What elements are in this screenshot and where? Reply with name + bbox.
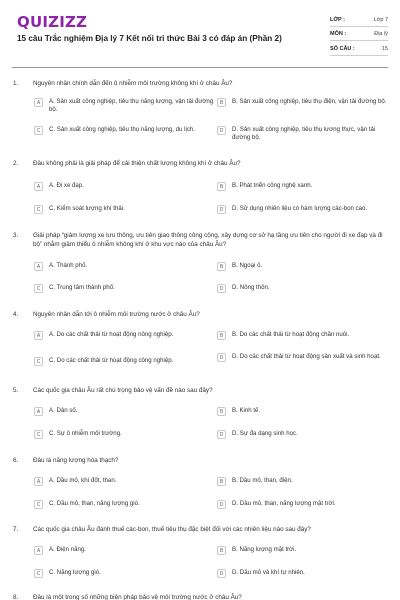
option-text: C. Năng lượng gió. <box>49 569 101 576</box>
option-text: C. Sản xuất công nghiệp, tiêu thụ năng lượng, du lịch. <box>49 126 195 133</box>
answer-option[interactable] <box>217 569 389 578</box>
option-letter-badge: C <box>34 569 43 578</box>
answer-option[interactable] <box>217 182 389 191</box>
option-text: C. Dầu mỏ, than, năng lượng gió. <box>49 500 140 507</box>
answer-option[interactable] <box>34 126 214 135</box>
option-letter-badge: A <box>34 331 43 340</box>
question-number: 1. <box>13 80 19 87</box>
option-text: C. Sự ô nhiễm môi trường. <box>49 430 122 437</box>
meta-value: Lớp 7 <box>373 16 388 23</box>
answer-option[interactable] <box>217 262 389 271</box>
option-text: B. Do các chất thải từ hoạt động chăn nuôi. <box>232 331 350 338</box>
option-text: B. Phát triển công nghệ xanh. <box>232 182 313 189</box>
option-text: D. Sử dụng nhiên liệu có hàm lượng các-bon cao. <box>232 205 368 212</box>
worksheet-title: 15 câu Trắc nghiệm Địa lý 7 Kết nối tri thức Bài 3 có đáp án (Phần 2) <box>17 34 282 43</box>
option-letter-badge: A <box>34 546 43 555</box>
answer-option[interactable] <box>34 284 214 293</box>
answer-option[interactable] <box>217 430 389 439</box>
option-letter-badge: A <box>34 182 43 191</box>
option-text: B. Ngoại ô. <box>232 262 263 269</box>
option-letter-badge: C <box>34 205 43 214</box>
meta-key: LỚP : <box>330 16 345 23</box>
answer-option[interactable] <box>34 182 214 191</box>
option-letter-badge: A <box>34 477 43 486</box>
answer-option[interactable] <box>34 477 214 486</box>
meta-value: 15 <box>381 45 388 52</box>
question-number: 3. <box>13 232 19 239</box>
meta-value: Địa lý <box>374 31 388 38</box>
quizizz-logo: QUIZIZZ <box>17 13 88 31</box>
option-letter-badge: C <box>34 126 43 135</box>
question-number: 2. <box>13 160 19 167</box>
answer-option[interactable] <box>217 546 389 555</box>
option-text: A. Đi xe đạp. <box>49 182 84 189</box>
option-text: C. Kiểm soát lượng khí thải. <box>49 205 125 212</box>
option-letter-badge: D <box>217 353 226 362</box>
option-letter-badge: B <box>217 477 226 486</box>
option-letter-badge: D <box>217 284 226 293</box>
option-text: D. Dầu mỏ, than, năng lượng mặt trời. <box>232 500 336 507</box>
option-letter-badge: C <box>34 500 43 509</box>
option-letter-badge: B <box>217 262 226 271</box>
option-letter-badge: D <box>217 205 226 214</box>
option-text: A. Do các chất thải từ hoạt động nông nghiệp. <box>49 331 174 338</box>
option-text: B. Dầu mỏ, than, điện. <box>232 477 293 484</box>
question-text: Giải pháp “giảm lượng xe lưu thông, ưu tiên giao thông công cộng, xây dựng cơ sở hạ tầng ưu tiên cho người đi xe đạp và đi bộ” nhằm giảm thiểu ô nhiễm không khí ở khu vực nào của châu Âu? <box>33 232 383 248</box>
answer-option[interactable] <box>34 205 214 214</box>
answer-option[interactable] <box>34 98 214 114</box>
answer-option[interactable] <box>217 353 389 362</box>
answer-option[interactable] <box>217 284 389 293</box>
answer-option[interactable] <box>34 331 214 340</box>
question-text: Các quốc gia châu Âu rất chú trọng bảo vệ vấn đề nào sau đây? <box>33 387 213 394</box>
option-letter-badge: D <box>217 126 226 135</box>
option-text: D. Sản xuất công nghiệp, tiêu thụ lương thực, vận tải đường bộ. <box>232 126 376 142</box>
answer-option[interactable] <box>217 126 389 142</box>
option-text: C. Trung tâm thành phố. <box>49 284 115 291</box>
answer-option[interactable] <box>34 407 214 416</box>
question-number: 4. <box>13 311 19 318</box>
question-number: 7. <box>13 526 19 533</box>
question-text: Các quốc gia châu Âu đánh thuế các-bon, thuế tiêu thụ đặc biệt đối với các nhiên liệu nào sau đây? <box>33 526 311 533</box>
option-text: A. Dầu mỏ, khí đốt, than. <box>49 477 117 484</box>
question-number: 5. <box>13 387 19 394</box>
option-text: A. Thành phố. <box>49 262 88 269</box>
option-letter-badge: B <box>217 546 226 555</box>
option-text: B. Sản xuất công nghiệp, tiêu thụ điện, vận tải đường bộ. <box>232 98 387 105</box>
option-letter-badge: C <box>34 357 43 366</box>
question-text: Nguyên nhân dẫn tới ô nhiễm môi trường nước ở châu Âu? <box>33 311 200 318</box>
answer-option[interactable] <box>217 331 389 340</box>
option-letter-badge: D <box>217 430 226 439</box>
question-number: 6. <box>13 457 19 464</box>
option-text: B. Kinh tế. <box>232 407 261 414</box>
option-letter-badge: B <box>217 182 226 191</box>
option-text: D. Sự đa dạng sinh học. <box>232 430 298 437</box>
option-text: A. Dân số. <box>49 407 78 414</box>
answer-option[interactable] <box>217 500 389 509</box>
answer-option[interactable] <box>34 430 214 439</box>
option-text: D. Dầu mỏ và khí tự nhiên. <box>232 569 305 576</box>
option-letter-badge: D <box>217 569 226 578</box>
option-letter-badge: A <box>34 407 43 416</box>
question-text: Đâu không phải là giải pháp để cải thiện chất lượng không khí ở châu Âu? <box>33 160 241 167</box>
answer-option[interactable] <box>217 98 389 107</box>
answer-option[interactable] <box>217 205 389 214</box>
option-letter-badge: A <box>34 98 43 107</box>
meta-key: MÔN : <box>330 31 347 38</box>
meta-key: SỐ CÂU : <box>330 45 355 52</box>
option-letter-badge: C <box>34 284 43 293</box>
question-text: Đâu là một trong số những biện pháp bảo vệ môi trường nước ở châu Âu? <box>33 594 242 600</box>
option-letter-badge: A <box>34 262 43 271</box>
answer-option[interactable] <box>34 546 214 555</box>
option-letter-badge: B <box>217 331 226 340</box>
answer-option[interactable] <box>217 407 389 416</box>
answer-option[interactable] <box>34 569 214 578</box>
question-text: Đâu là năng lượng hóa thạch? <box>33 457 119 464</box>
option-text: D. Do các chất thải từ hoạt động sản xuất và sinh hoạt. <box>232 353 381 360</box>
question-number: 8. <box>13 594 19 600</box>
option-text: B. Năng lượng mặt trời. <box>232 546 297 553</box>
option-letter-badge: D <box>217 500 226 509</box>
answer-option[interactable] <box>34 262 214 271</box>
answer-option[interactable] <box>34 357 214 366</box>
question-text: Nguyên nhân chính dẫn đến ô nhiễm môi trường không khí ở châu Âu? <box>33 80 233 87</box>
option-text: C. Do các chất thải từ hoạt động công nghiệp. <box>49 357 174 364</box>
answer-option[interactable] <box>217 477 389 486</box>
option-letter-badge: B <box>217 407 226 416</box>
option-text: A. Điện năng. <box>49 546 86 553</box>
option-letter-badge: C <box>34 430 43 439</box>
option-letter-badge: B <box>217 98 226 107</box>
answer-option[interactable] <box>34 500 214 509</box>
option-text: D. Nông thôn. <box>232 284 270 291</box>
option-text: A. Sản xuất công nghiệp, tiêu thụ năng lượng, vận tải đường bộ. <box>49 98 214 114</box>
